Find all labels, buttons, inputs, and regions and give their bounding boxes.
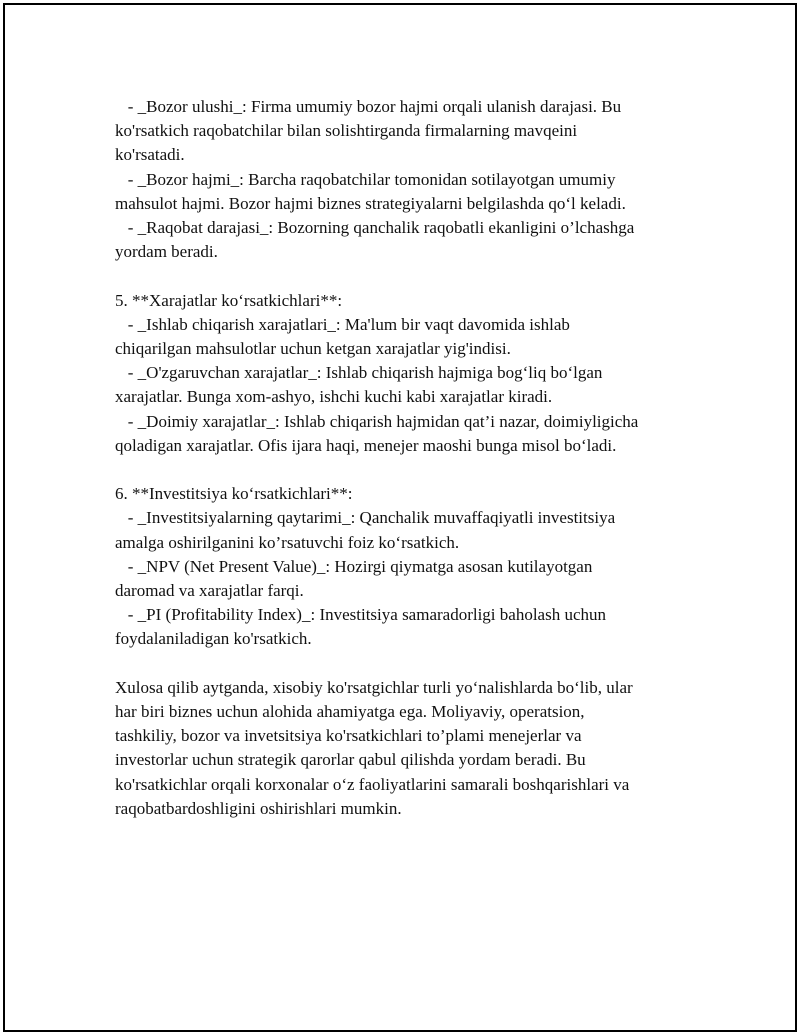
text-line: - _Bozor ulushi_: Firma umumiy bozor hajmi orqali ulanish darajasi. Bu: [115, 97, 622, 116]
text-line: ko'rsatadi.: [115, 145, 185, 165]
document-body: [115, 95, 695, 821]
text-line: - _Doimiy xarajatlar_: Ishlab chiqarish hajmidan qat’i nazar, doimiyligicha: [115, 411, 639, 431]
conclusion-line: har biri biznes uchun alohida ahamiyatga ega. Moliyaviy, operatsion,: [115, 702, 585, 722]
conclusion-line: ko'rsatkichlar orqali korxonalar o‘z faoliyatlarini samarali boshqarishlari va: [115, 774, 630, 794]
text-line: mahsulot hajmi. Bozor hajmi biznes strategiyalarni belgilashda qo‘l keladi.: [115, 193, 626, 213]
paragraph-gap: [115, 458, 695, 482]
section-heading: 6. **Investitsiya ko‘rsatkichlari**:: [115, 484, 353, 504]
text-line: - _Investitsiyalarning qaytarimi_: Qanchalik muvaffaqiyatli investitsiya: [115, 508, 616, 528]
paragraph-gap: [115, 264, 695, 288]
conclusion-line: investorlar uchun strategik qarorlar qabul qilishda yordam beradi. Bu: [115, 750, 586, 770]
text-line: - _Bozor hajmi_: Barcha raqobatchilar tomonidan sotilayotgan umumiy: [115, 169, 616, 189]
text-line: foydalaniladigan ko'rsatkich.: [115, 629, 312, 649]
text-line: yordam beradi.: [115, 242, 218, 262]
conclusion-line: Xulosa qilib aytganda, xisobiy ko'rsatgichlar turli yo‘nalishlarda bo‘lib, ular: [115, 677, 633, 697]
paragraph-gap: [115, 652, 695, 676]
section-heading: 5. **Xarajatlar ko‘rsatkichlari**:: [115, 290, 343, 310]
text-line: chiqarilgan mahsulotlar uchun ketgan xarajatlar yig'indisi.: [115, 339, 511, 359]
text-line: amalga oshirilganini ko’rsatuvchi foiz ko‘rsatkich.: [115, 532, 460, 552]
text-line: qoladigan xarajatlar. Ofis ijara haqi, menejer maoshi bunga misol bo‘ladi.: [115, 435, 617, 455]
text-line: - _NPV (Net Present Value)_: Hozirgi qiymatga asosan kutilayotgan: [115, 556, 593, 576]
text-line: - _Raqobat darajasi_: Bozorning qanchalik raqobatli ekanligini o’lchashga: [115, 218, 635, 238]
text-line: - _Ishlab chiqarish xarajatlari_: Ma'lum bir vaqt davomida ishlab: [115, 314, 570, 334]
text-line: xarajatlar. Bunga xom-ashyo, ishchi kuchi kabi xarajatlar kiradi.: [115, 387, 553, 407]
text-line: ko'rsatkich raqobatchilar bilan solishtirganda firmalarning mavqeini: [115, 121, 578, 141]
text-line: daromad va xarajatlar farqi.: [115, 581, 304, 601]
text-line: - _O'zgaruvchan xarajatlar_: Ishlab chiqarish hajmiga bog‘liq bo‘lgan: [115, 363, 603, 383]
conclusion-line: raqobatbardoshligini oshirishlari mumkin.: [115, 798, 402, 818]
text-line: - _PI (Profitability Index)_: Investitsiya samaradorligi baholash uchun: [115, 605, 607, 625]
conclusion-line: tashkiliy, bozor va invetsitsiya ko'rsatkichlari to’plami menejerlar va: [115, 726, 582, 746]
